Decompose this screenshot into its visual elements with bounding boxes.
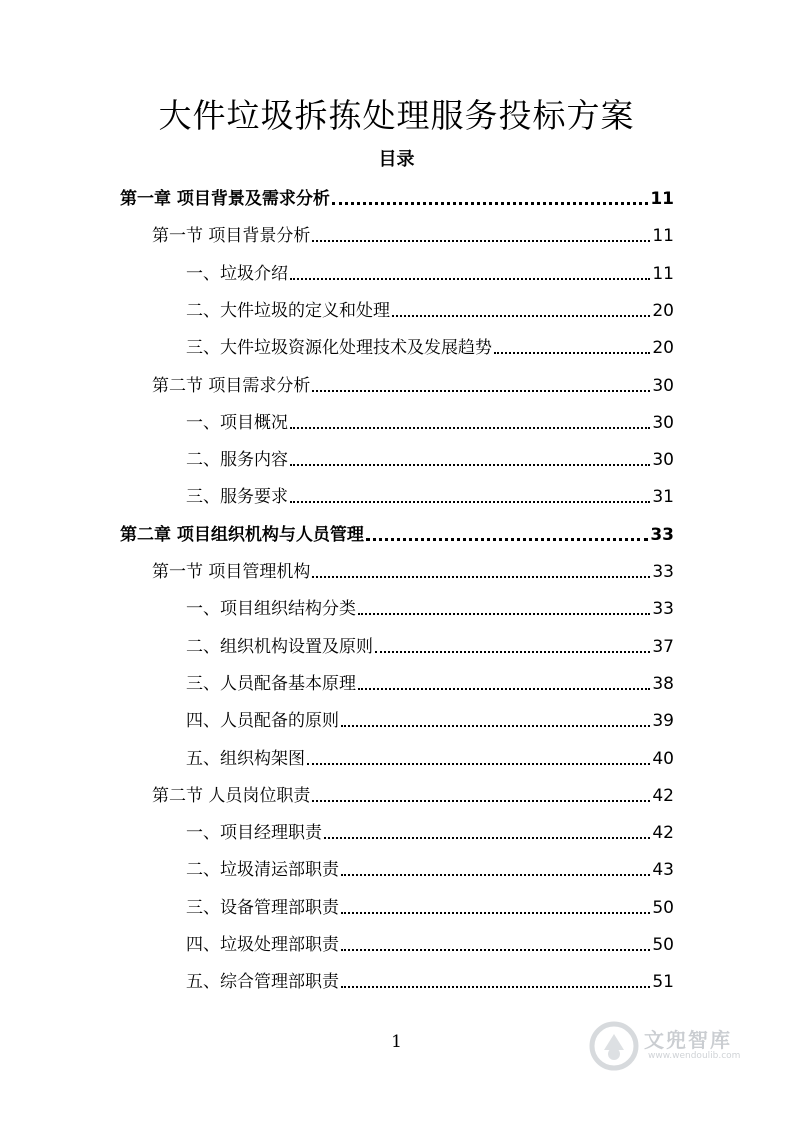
- toc-entry-label: 第二章 项目组织机构与人员管理: [120, 524, 364, 545]
- toc-entry-label: 五、综合管理部职责: [186, 972, 339, 993]
- toc-entry-page: 20: [652, 300, 674, 321]
- toc-dot-leader: [392, 315, 650, 317]
- toc-entry-label: 三、人员配备基本原理: [186, 673, 356, 694]
- toc-dot-leader: [290, 501, 650, 503]
- toc-dot-leader: [494, 352, 650, 354]
- toc-entry-page: 37: [652, 636, 674, 657]
- toc-entry-page: 11: [652, 263, 674, 284]
- toc-dot-leader: [375, 651, 650, 653]
- toc-entry-item[interactable]: [186, 851, 674, 881]
- toc-dot-leader: [341, 874, 650, 876]
- toc-entry-page: 33: [652, 562, 674, 582]
- toc-entry-label: 二、服务内容: [186, 450, 288, 471]
- toc-entry-label: 第二节 项目需求分析: [152, 375, 311, 396]
- toc-entry-label: 三、设备管理部职责: [186, 897, 339, 918]
- toc-entry-label: 二、大件垃圾的定义和处理: [186, 300, 390, 321]
- toc-entry-item[interactable]: [186, 255, 674, 285]
- toc-entry-page: 50: [652, 897, 674, 918]
- toc-entry-item[interactable]: [186, 404, 674, 434]
- toc-entry-label: 一、项目概况: [186, 412, 288, 433]
- toc-entry-item[interactable]: [186, 926, 674, 956]
- toc-dot-leader: [312, 800, 650, 802]
- toc-entry-page: 31: [652, 487, 674, 508]
- toc-entry-page: 50: [652, 935, 674, 955]
- toc-entry-label: 四、人员配备的原则: [186, 711, 339, 732]
- toc-heading: 目录: [378, 149, 415, 170]
- toc-dot-leader: [312, 576, 650, 578]
- toc-entry-label: 四、垃圾处理部职责: [186, 935, 339, 955]
- toc-dot-leader: [290, 427, 650, 429]
- toc-dot-leader: [324, 837, 650, 839]
- toc-entry-chapter[interactable]: [120, 516, 674, 546]
- document-title: 大件垃圾拆拣处理服务投标方案: [158, 96, 635, 135]
- toc-entry-page: 33: [650, 524, 674, 545]
- toc-entry-page: 43: [652, 860, 674, 881]
- toc-entry-page: 42: [652, 785, 674, 806]
- toc-dot-leader: [307, 763, 650, 765]
- toc-dot-leader: [341, 949, 650, 951]
- toc-entry-section[interactable]: [152, 777, 674, 807]
- toc-entry-label: 一、项目经理职责: [186, 823, 322, 844]
- toc-dot-leader: [341, 986, 650, 988]
- toc-entry-label: 一、垃圾介绍: [186, 263, 288, 284]
- toc-entry-section[interactable]: [152, 367, 674, 397]
- toc-entry-page: 11: [652, 226, 674, 247]
- toc-entry-label: 一、项目组织结构分类: [186, 599, 356, 620]
- page-number: 1: [391, 1032, 402, 1052]
- toc-entry-item[interactable]: [186, 889, 674, 919]
- toc-entry-label: 二、组织机构设置及原则: [186, 636, 373, 657]
- toc-entry-page: 38: [652, 673, 674, 694]
- watermark-logo-icon: [588, 1020, 640, 1072]
- toc-entry-item[interactable]: [186, 441, 674, 471]
- toc-entry-item[interactable]: [186, 329, 674, 359]
- toc-dot-leader: [290, 464, 650, 466]
- toc-entry-page: 40: [652, 748, 674, 769]
- toc-entry-item[interactable]: [186, 963, 674, 993]
- toc-entry-section[interactable]: [152, 553, 674, 583]
- toc-entry-page: 30: [652, 450, 674, 471]
- toc-entry-label: 第一节 项目背景分析: [152, 226, 311, 247]
- toc-dot-leader: [366, 538, 648, 541]
- toc-entry-item[interactable]: [186, 478, 674, 508]
- toc-entry-label: 三、服务要求: [186, 487, 288, 508]
- toc-entry-item[interactable]: [186, 740, 674, 770]
- watermark-text: 文兜智库: [644, 1028, 732, 1052]
- toc-entry-label: 二、垃圾清运部职责: [186, 860, 339, 881]
- toc-entry-page: 39: [652, 711, 674, 732]
- toc-entry-label: 第二节 人员岗位职责: [152, 785, 311, 806]
- toc-dot-leader: [332, 202, 648, 205]
- toc-entry-label: 三、大件垃圾资源化处理技术及发展趋势: [186, 338, 492, 359]
- toc-entry-page: 51: [652, 972, 674, 993]
- watermark: [588, 1020, 768, 1076]
- toc-entry-page: 30: [652, 375, 674, 396]
- toc-entry-page: 42: [652, 823, 674, 844]
- toc-entry-item[interactable]: [186, 590, 674, 620]
- toc-entry-item[interactable]: [186, 292, 674, 322]
- toc-entry-item[interactable]: [186, 628, 674, 658]
- toc-dot-leader: [312, 390, 650, 392]
- toc-entry-label: 第一节 项目管理机构: [152, 562, 311, 582]
- toc-entry-page: 30: [652, 412, 674, 433]
- toc-entry-chapter[interactable]: [120, 180, 674, 210]
- toc-dot-leader: [290, 278, 650, 280]
- toc-entry-page: 20: [652, 338, 674, 359]
- watermark-url: www.wendoulib.com: [648, 1051, 741, 1061]
- toc-entry-label: 五、组织构架图: [186, 748, 305, 769]
- toc-dot-leader: [312, 240, 650, 242]
- toc-dot-leader: [358, 688, 650, 690]
- toc-entry-page: 11: [650, 189, 674, 209]
- toc-entry-section[interactable]: [152, 217, 674, 247]
- toc-dot-leader: [341, 725, 650, 727]
- toc-dot-leader: [341, 912, 650, 914]
- toc-entry-page: 33: [652, 599, 674, 620]
- toc-entry-item[interactable]: [186, 665, 674, 695]
- toc-entry-item[interactable]: [186, 702, 674, 732]
- toc-entry-label: 第一章 项目背景及需求分析: [120, 189, 330, 209]
- toc-dot-leader: [358, 613, 650, 615]
- toc-entry-item[interactable]: [186, 814, 674, 844]
